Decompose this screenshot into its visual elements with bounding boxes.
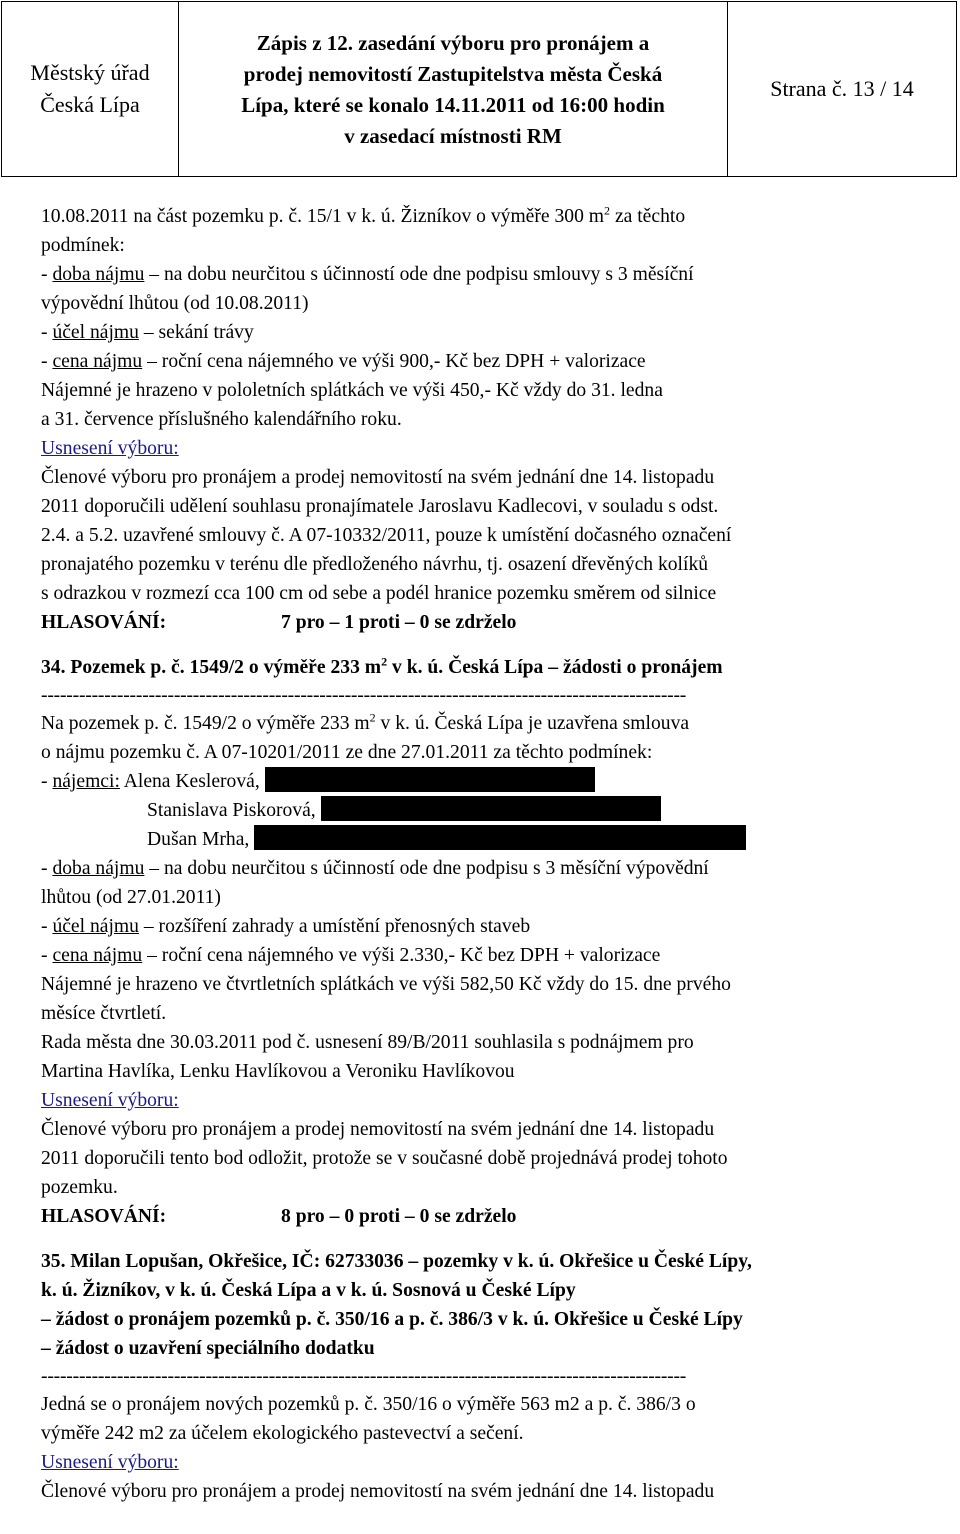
office-city: Česká Lípa (40, 92, 140, 117)
text-line: - účel nájmu – sekání trávy (41, 322, 254, 343)
text-line: - cena nájmu – roční cena nájemného ve výši 900,- Kč bez DPH + valorizace (41, 351, 646, 372)
title-line-4: v zasedací místnosti RM (344, 124, 562, 148)
text-line: lhůtou (od 27.01.2011) (41, 887, 221, 908)
text-line: - doba nájmu – na dobu neurčitou s účinností ode dne podpisu smlouvy s 3 měsíční (41, 264, 694, 285)
tenant-line: - nájemci: Alena Keslerová, (41, 767, 941, 796)
text-line: Nájemné je hrazeno v pololetních splátkách ve výši 450,- Kč vždy do 31. ledna (41, 380, 663, 401)
separator-line: ------------------------------------------------------------------------------------------------------ (41, 685, 687, 706)
vote-result: HLASOVÁNÍ: 7 pro – 1 proti – 0 se zdrželo (41, 612, 517, 633)
section-title: k. ú. Žizníkov, v k. ú. Česká Lípa a v k. ú. Sosnová u České Lípy (41, 1280, 576, 1301)
text-line: - doba nájmu – na dobu neurčitou s účinností ode dne podpisu s 3 měsíční výpovědní (41, 858, 709, 879)
title-line-2: prodej nemovitostí Zastupitelstva města Česká (243, 62, 663, 86)
resolution-heading: Usnesení výboru: (41, 1452, 179, 1473)
section-title: 34. Pozemek p. č. 1549/2 o výměře 233 $m^2$ v k. ú. Česká Lípa – žádosti o pronájem (41, 654, 723, 678)
header-office (2, 2, 179, 176)
text-line: výměře 242 m2 za účelem ekologického pastevectví a sečení. (41, 1423, 524, 1444)
text-line: výpovědní lhůtou (od 10.08.2011) (41, 293, 309, 314)
resolution-heading: Usnesení výboru: (41, 1090, 179, 1111)
tenant-line: Stanislava Piskorová, (41, 796, 941, 825)
section-title: – žádost o pronájem pozemků p. č. 350/16 a p. č. 386/3 v k. ú. Okřešice u České Lípy (41, 1309, 743, 1330)
header-page-number (728, 2, 956, 176)
redaction-bar (254, 825, 746, 850)
text-line: a 31. července příslušného kalendářního roku. (41, 409, 402, 430)
text-line: Členové výboru pro pronájem a prodej nemovitostí na svém jednání dne 14. listopadu (41, 1119, 715, 1140)
redaction-bar (321, 796, 661, 821)
header-title (179, 2, 728, 176)
text-line: - účel nájmu – rozšíření zahrady a umístění přenosných staveb (41, 916, 531, 937)
text-line: 2011 doporučili udělení souhlasu pronajímatele Jaroslavu Kadlecovi, v souladu s odst. (41, 496, 719, 517)
text-line: Členové výboru pro pronájem a prodej nemovitostí na svém jednání dne 14. listopadu (41, 467, 715, 488)
text-line: pozemku. (41, 1177, 118, 1198)
text-line: 2.4. a 5.2. uzavřené smlouvy č. A 07-10332/2011, pouze k umístění dočasného označení (41, 525, 732, 546)
section-title: 35. Milan Lopušan, Okřešice, IČ: 62733036 – pozemky v k. ú. Okřešice u České Lípy, (41, 1251, 752, 1272)
text-line: 10.08.2011 na část pozemku p. č. 15/1 v k. ú. Žizníkov o výměře 300 $m^2$ za těchto (41, 203, 686, 227)
title-line-3: Lípa, které se konalo 14.11.2011 od 16:00 hodin (241, 93, 665, 117)
text-line: pronajatého pozemku v terénu dle předloženého návrhu, tj. osazení dřevěných kolíků (41, 554, 709, 575)
text-line: 2011 doporučili tento bod odložit, protože se v současné době projednává prodej tohoto (41, 1148, 728, 1169)
section-34 (41, 653, 941, 1231)
redaction-bar (265, 767, 595, 792)
document-body (41, 202, 941, 1506)
vote-result: HLASOVÁNÍ: 8 pro – 0 proti – 0 se zdrželo (41, 1206, 517, 1227)
section-title: – žádost o uzavření speciálního dodatku (41, 1338, 375, 1359)
text-line: měsíce čtvrtletí. (41, 1003, 167, 1024)
resolution-heading: Usnesení výboru: (41, 438, 179, 459)
section-35 (41, 1247, 941, 1506)
text-line: Nájemné je hrazeno ve čtvrtletních splátkách ve výši 582,50 Kč vždy do 15. dne prvého (41, 974, 731, 995)
page-header (1, 1, 957, 177)
text-line: Jedná se o pronájem nových pozemků p. č. 350/16 o výměře 563 m2 a p. č. 386/3 o (41, 1394, 696, 1415)
text-line: Martina Havlíka, Lenku Havlíkovou a Veroniku Havlíkovou (41, 1061, 515, 1082)
separator-line: ------------------------------------------------------------------------------------------------------ (41, 1366, 687, 1387)
text-line: podmínek: (41, 235, 125, 256)
text-line: o nájmu pozemku č. A 07-10201/2011 ze dne 27.01.2011 za těchto podmínek: (41, 742, 653, 763)
text-line: s odrazkou v rozmezí cca 100 cm od sebe a podél hranice pozemku směrem od silnice (41, 583, 717, 604)
page-number: Strana č. 13 / 14 (770, 76, 914, 101)
text-line: Rada města dne 30.03.2011 pod č. usnesení 89/B/2011 souhlasila s podnájmem pro (41, 1032, 694, 1053)
office-name: Městský úřad (30, 60, 150, 85)
tenant-line: Dušan Mrha, (41, 825, 941, 854)
text-line: - cena nájmu – roční cena nájemného ve výši 2.330,- Kč bez DPH + valorizace (41, 945, 661, 966)
title-line-1: Zápis z 12. zasedání výboru pro pronájem a (256, 31, 650, 55)
text-line: Na pozemek p. č. 1549/2 o výměře 233 $m^2$ v k. ú. Česká Lípa je uzavřena smlouva (41, 710, 690, 734)
text-line: Členové výboru pro pronájem a prodej nemovitostí na svém jednání dne 14. listopadu (41, 1481, 715, 1502)
continued-section (41, 202, 941, 637)
